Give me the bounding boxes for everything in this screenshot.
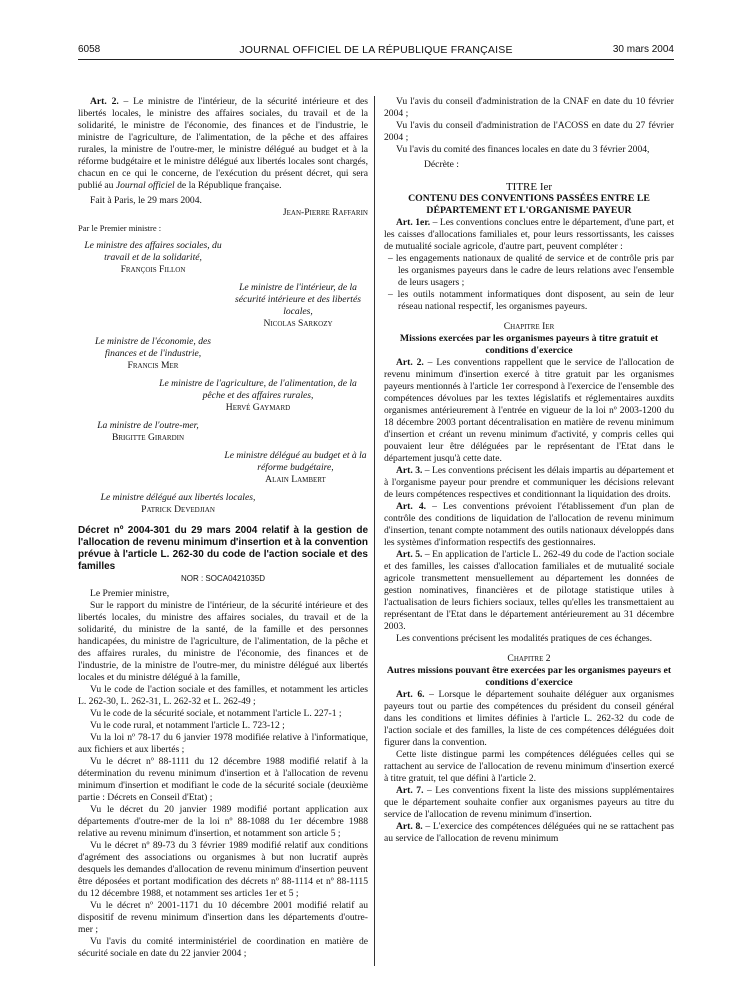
signature-devedjian: Le ministre délégué aux libertés locales, Patrick Devedjian	[100, 492, 256, 515]
visa-paragraph: Vu le code rural, et notamment l'article L. 723-12 ;	[90, 720, 285, 731]
article-6-paragraph: Cette liste distingue parmi les compétences déléguées celles qui se rattachent au service de l'allocation de revenu minimum d'insertion exercé à titre gratuit, tel que défini à l'article 2.	[384, 749, 674, 784]
visa-paragraph: Vu l'avis du comité interministériel de coordination en matière de sécurité sociale en date du 22 janvier 2004 ;	[78, 936, 368, 959]
visa-paragraph: Vu le décret du 20 janvier 1989 modifié portant application aux départements d'outre-mer de la loi nº 88-1088 du 1er décembre 1988 relative au revenu minimum d'insertion, et notamment son article 5 ;	[78, 804, 368, 839]
column-separator	[374, 96, 375, 966]
premier-ministre: Le Premier ministre,	[90, 588, 170, 599]
signature-girardin: La ministre de l'outre-mer, Brigitte Girardin	[97, 420, 199, 443]
nor-reference: NOR : SOCA0421035D	[180, 574, 266, 583]
visa-paragraph: Vu le décret nº 89-73 du 3 février 1989 modifié relatif aux conditions d'agrément des associations ou organismes à but non lucratif auprès desquels les demandes d'allocation de revenu minimum d'insertion peuvent être déposées et portant modification des décrets nº 88-1114 et nº 88-1115 du 12 décembre 1988, et notamment ses articles 1er et 5 ;	[78, 840, 368, 899]
article-4: Art. 4. – Les conventions prévoient l'établissement d'un plan de contrôle des conditions de liquidation de l'allocation de revenu minimum d'insertion, tenant compte notamment des outils nationaux développés dans les systèmes d'information respectifs des gestionnaires.	[384, 501, 674, 548]
visa-paragraph: Vu le code de l'action sociale et des familles, et notamment les articles L. 262-30, L. 262-31, L. 262-32 et L. 262-49 ;	[78, 684, 368, 707]
signature-mer: Le ministre de l'économie, des finances et de l'industrie, Francis Mer	[95, 336, 211, 371]
visa-paragraph: Vu l'avis du conseil d'administration de la CNAF en date du 10 février 2004 ;	[384, 96, 674, 119]
right-column	[384, 96, 674, 845]
article-8: Art. 8. – L'exercice des compétences déléguées qui ne se rattachent pas au service de l'allocation de revenu minimum	[384, 821, 674, 844]
titre-heading: TITRE Ier	[505, 181, 553, 193]
article-5-paragraph: Les conventions précisent les modalités pratiques de ces échanges.	[396, 633, 653, 644]
article-1-item: – les outils notamment informatiques dont disposent, au sein de leur réseau national respectif, les organismes payeurs.	[388, 289, 674, 312]
article-5: Art. 5. – En application de l'article L. 262-49 du code de l'action sociale et des familles, les caisses d'allocation familiales et de mutualité sociale agricole transmettent mensuellement au département les données de gestion nominatives, financières et de pilotage statistique utiles à l'actualisation de leurs fichiers sociaux, telles qu'elles les transmettaient au représentant de l'Etat dans le département antérieurement au 31 décembre 2003.	[384, 549, 674, 632]
visa-paragraph: Vu le décret nº 88-1111 du 12 décembre 1988 modifié relatif à la détermination du revenu minimum d'insertion et à l'allocation de revenu minimum d'insertion et modifiant le code de la sécurité sociale (deuxième partie : Décrets en Conseil d'Etat) ;	[78, 756, 368, 803]
pm-signature: Jean-Pierre Raffarin	[282, 207, 368, 218]
article-1-item: – les engagements nationaux de qualité de service et de contrôle pris par les organismes payeurs dans le cadre de leurs relations avec l'ensemble de leurs usagers ;	[388, 253, 674, 288]
signature-fillon: Le ministre des affaires sociales, du travail et de la solidarité, François Fillon	[84, 240, 222, 275]
titre-subheading: CONTENU DES CONVENTIONS PASSÉES ENTRE LE DÉPARTEMENT ET L'ORGANISME PAYEUR	[408, 193, 650, 216]
article-2: Art. 2. – Le ministre de l'intérieur, de la sécurité intérieure et des libertés locales, le ministre des affaires sociales, du travail et de la solidarité, le ministre de l'économie, des finances et de l'industrie, le ministre de l'agriculture, de l'alimentation, de la pêche et des affaires rurales, la ministre de l'outre-mer, le ministre délégué au budget et à la réforme budgétaire et le ministre délégué aux libertés locales sont chargés, chacun en ce qui le concerne, de l'exécution du présent décret, qui sera publié au Journal officiel de la République française.	[78, 96, 368, 191]
visa-paragraph: Vu le décret nº 2001-1171 du 10 décembre 2001 modifié relatif au dispositif de revenu minimum d'insertion dans les départements d'outre-mer ;	[78, 900, 368, 935]
chapter-2: Chapitre 2	[507, 653, 551, 664]
decree-title: Décret nº 2004-301 du 29 mars 2004 relatif à la gestion de l'allocation de revenu minimum d'insertion et à la convention prévue à l'article L. 262-30 du code de l'action sociale et des familles	[78, 525, 368, 572]
visa-paragraph: Vu la loi nº 78-17 du 6 janvier 1978 modifiée relative à l'informatique, aux fichiers et aux libertés ;	[78, 732, 368, 755]
page-number: 6058	[78, 44, 101, 55]
visa-paragraph: Vu l'avis du comité des finances locales en date du 3 février 2004,	[396, 144, 650, 155]
article-2: Art. 2. – Les conventions rappellent que le service de l'allocation de revenu minimum d'insertion exercé à titre gratuit par les organismes payeurs mentionnés à l'article 1er correspond à l'exercice de l'ensemble des compétences dévolues par les textes législatifs et réglementaires auxdits organismes antérieurement à l'entrée en vigueur de la loi nº 2003-1200 du 18 décembre 2003 portant décentralisation en matière de revenu minimum d'insertion et créant un revenu minimum d'activité, y compris celles qui pouvaient leur être déléguées par le représentant de l'Etat dans le département jusqu'à cette date.	[384, 357, 674, 464]
par-pm: Par le Premier ministre :	[78, 223, 162, 233]
page-header	[78, 44, 674, 58]
left-column	[78, 96, 368, 960]
article-7: Art. 7. – Les conventions fixent la liste des missions supplémentaires que le département souhaite confier aux organismes payeurs au titre du service de l'allocation de revenu minimum d'insertion.	[384, 785, 675, 820]
issue-date: 30 mars 2004	[612, 44, 674, 55]
visa-paragraph: Vu le code de la sécurité sociale, et notamment l'article L. 227-1 ;	[90, 708, 342, 719]
signature-sarkozy: Le ministre de l'intérieur, de la sécurité intérieure et des libertés locales, Nicolas Sarkozy	[235, 282, 361, 329]
fait-a-paris: Fait à Paris, le 29 mars 2004.	[90, 195, 202, 206]
signature-gaymard: Le ministre de l'agriculture, de l'alimentation, de la pêche et des affaires rurales, Hervé Gaymard	[159, 378, 357, 413]
article-3: Art. 3. – Les conventions précisent les délais impartis au département et à l'organisme payeur pour prendre et communiquer les décisions relevant de leurs compétences respectives et conditionnant la liquidation des droits.	[384, 465, 674, 500]
chapter-1-heading: Missions exercées par les organismes payeurs à titre gratuit et conditions d'exercice	[399, 333, 659, 356]
chapter-1: Chapitre Ier	[503, 321, 555, 332]
header-rule	[78, 59, 674, 60]
visa-paragraph: Sur le rapport du ministre de l'intérieur, de la sécurité intérieure et des libertés locales, du ministre des affaires sociales, du travail et de la solidarité, du ministre de la santé, de la famille et des personnes handicapées, du ministre de l'agriculture, de l'alimentation, de la pêche et des affaires rurales, du ministre de l'économie, des finances et de l'industrie, de la ministre de l'outre-mer, du ministre délégué aux libertés locales et du ministre délégué à la famille,	[78, 600, 368, 683]
visa-paragraph: Vu l'avis du conseil d'administration de l'ACOSS en date du 27 février 2004 ;	[384, 120, 674, 143]
chapter-2-heading: Autres missions pouvant être exercées par les organismes payeurs et conditions d'exercice	[386, 665, 672, 688]
journal-title: JOURNAL OFFICIEL DE LA RÉPUBLIQUE FRANÇAISE	[239, 44, 513, 56]
article-6: Art. 6. – Lorsque le département souhaite déléguer aux organismes payeurs tout ou partie des compétences du président du conseil général dans les conditions et limites définies à l'article L. 262-32 du code de l'action sociale et des familles, la liste de ces compétences déléguées doit figurer dans la convention.	[384, 689, 674, 748]
decrete: Décrète :	[424, 159, 459, 170]
article-1: Art. 1er. – Les conventions conclues entre le département, d'une part, et les caisses d'allocations familiales et, pour leurs ressortissants, les caisses de mutualité sociale agricole, d'autre part, peuvent compléter :	[384, 217, 674, 252]
signature-lambert: Le ministre délégué au budget et à la réforme budgétaire, Alain Lambert	[224, 450, 367, 485]
